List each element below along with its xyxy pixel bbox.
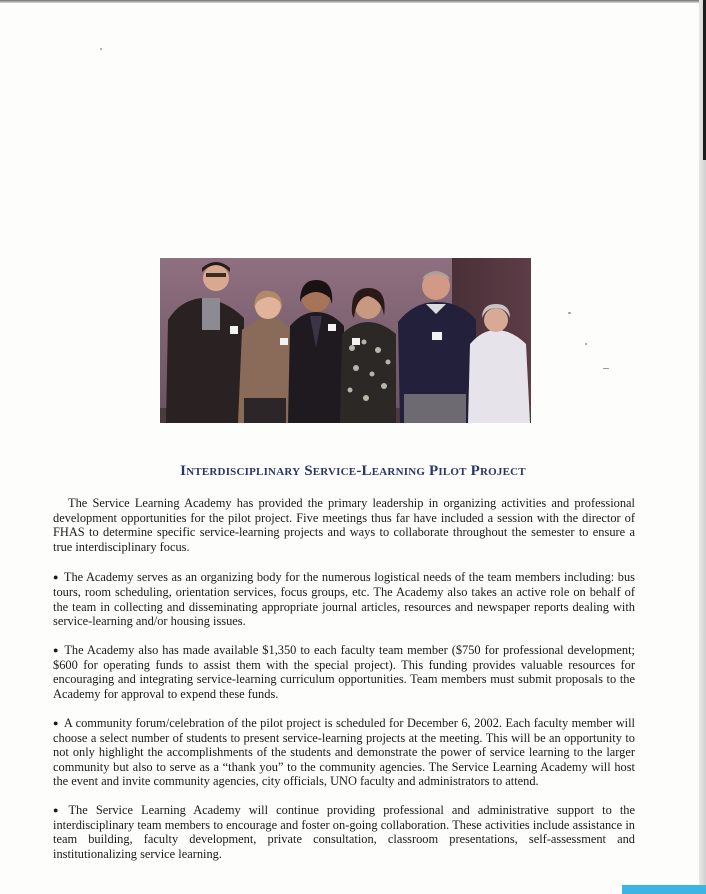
bullet-paragraph-3: [53, 716, 635, 789]
bullet-text-3: A community forum/celebration of the pilot project is scheduled for December 6, 2002. Each faculty member will choose a select number of students to present service-learning projects at the meeting. This will be an opportunity to not only highlight the accomplishments of the students and demonstrate the power of service learning to the larger community but also to serve as a “thank you” to the community agencies. The Service Learning Academy will host the event and invite community agencies, city officials, UNO faculty and administrators to attend.: [53, 715, 635, 789]
scan-speck: [100, 48, 102, 50]
intro-paragraph: The Service Learning Academy has provided the primary leadership in organizing activities and professional development opportunities for the pilot project. Five meetings thus far have included a session with the director of FHAS to determine specific service-learning projects and ways to collaborate throughout the semester to ensure a true interdisciplinary focus.: [53, 496, 635, 554]
group-photo-illustration: [160, 258, 531, 423]
scan-speck: [585, 343, 587, 345]
bullet-paragraph-1: [53, 570, 635, 628]
scan-edge-top: [0, 0, 706, 3]
bullet-icon: ●: [53, 805, 64, 816]
document-body: [53, 496, 635, 876]
scan-corner-tab: [622, 885, 706, 894]
scan-speck: [568, 312, 571, 314]
bullet-paragraph-4: [53, 803, 635, 861]
bullet-paragraph-2: [53, 643, 635, 701]
bullet-text-1: The Academy serves as an organizing body for the numerous logistical needs of the team members including: bus tours, room scheduling, orientation services, focus groups, etc. The Academy also takes an active role on behalf of the team in collecting and disseminating appropriate journal articles, resources and newspaper reports dealing with service-learning and/or housing issues.: [53, 570, 635, 629]
group-photo: [160, 258, 531, 423]
bullet-text-2: The Academy also has made available $1,350 to each faculty team member ($750 for professional development; $600 for operating funds to assist them with the special project). This funding provides valuable resources for encouraging and integrating service-learning curriculum opportunities. Team members must submit proposals to the Academy for approval to expend these funds.: [53, 643, 635, 701]
bullet-text-4: The Service Learning Academy will continue providing professional and administrative support to the interdisciplinary team members to encourage and foster on-going collaboration. These activities include assistance in team building, faculty development, private consultation, classroom presentations, self-assessment and institutionalizing service learning.: [53, 803, 636, 862]
bullet-icon: ●: [53, 645, 60, 656]
bullet-icon: ●: [53, 717, 59, 728]
bullet-icon: ●: [53, 572, 59, 583]
scan-speck: [603, 368, 609, 369]
document-title: Interdisciplinary Service-Learning Pilot Project: [180, 463, 526, 479]
